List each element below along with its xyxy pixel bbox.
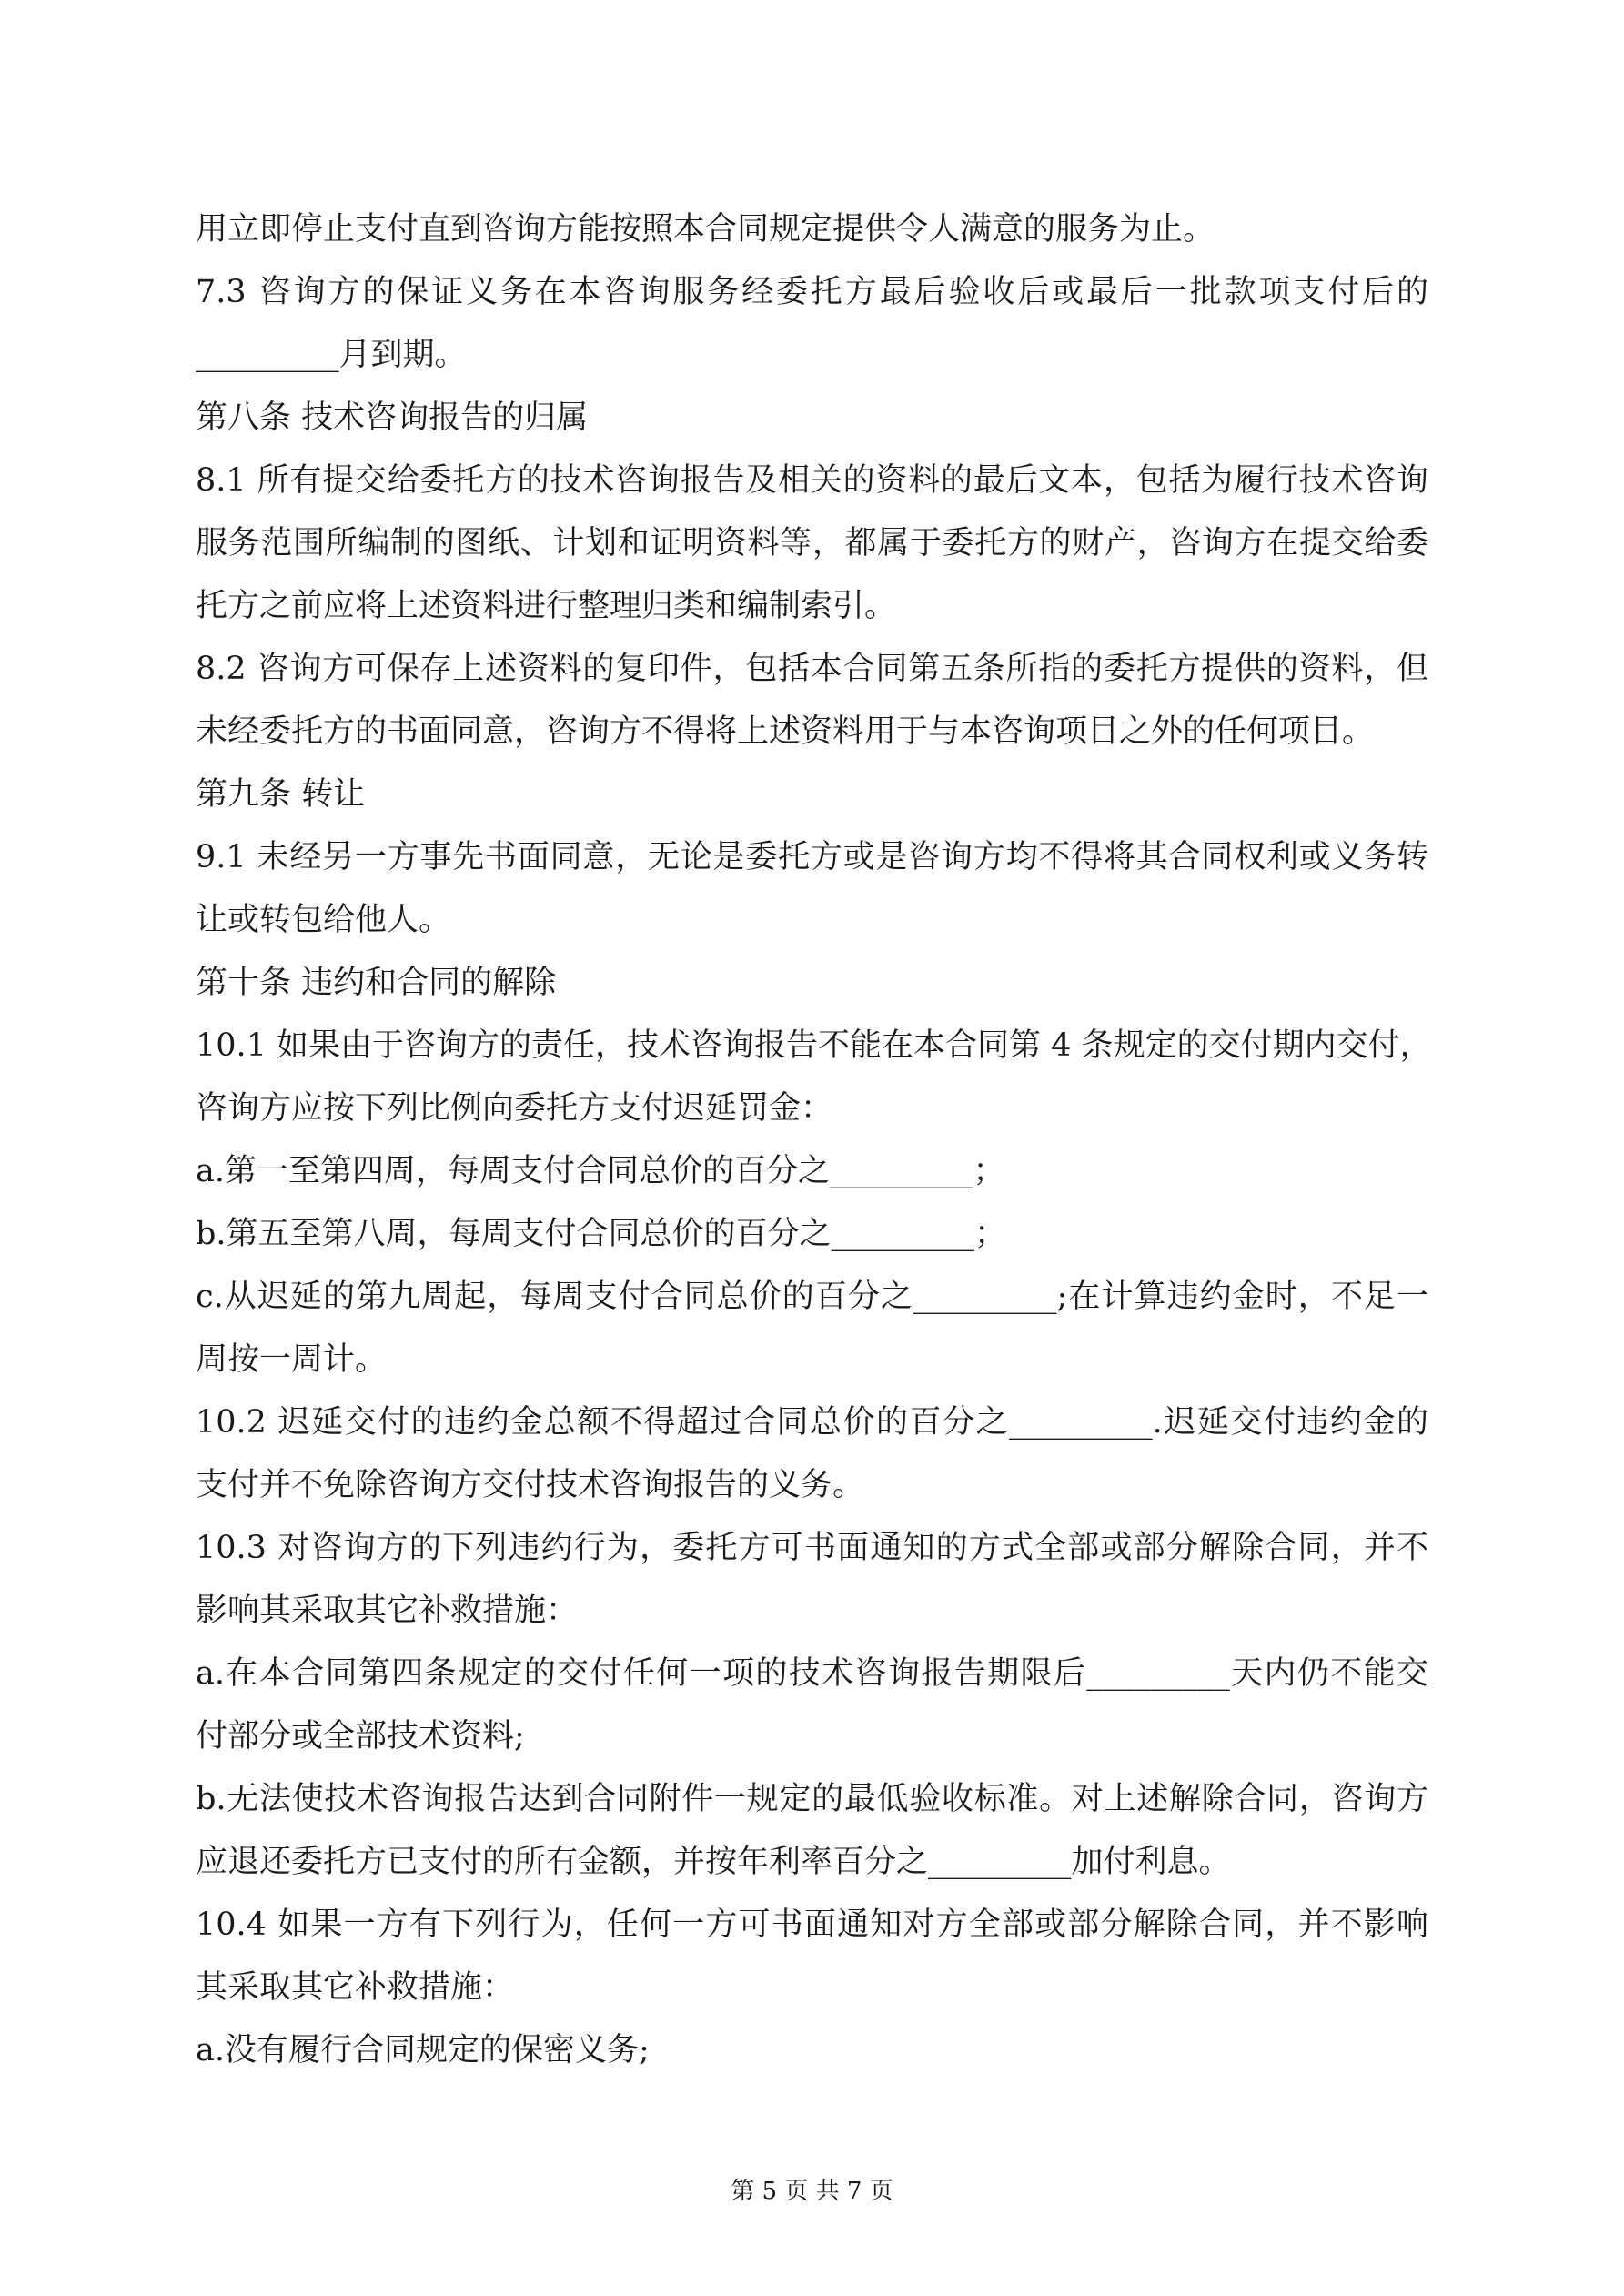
text-line: 其采取其它补救措施： [196, 1969, 515, 2006]
text-line: c.从迟延的第九周起，每周支付合同总价的百分之_________;在计算违约金时，不足一 [196, 1279, 1428, 1315]
text-line: _________月到期。 [196, 337, 467, 373]
section-heading: 第十条 违约和合同的解除 [196, 965, 557, 1001]
text-line: 咨询方应按下列比例向委托方支付迟延罚金： [196, 1090, 833, 1127]
text-line: 7.3 咨询方的保证义务在本咨询服务经委托方最后验收后或最后一批款项支付后的 [196, 274, 1428, 310]
text-line: 10.3 对咨询方的下列违约行为，委托方可书面通知的方式全部或部分解除合同，并不 [196, 1530, 1428, 1566]
text-line: 10.4 如果一方有下列行为，任何一方可书面通知对方全部或部分解除合同，并不影响 [196, 1907, 1428, 1943]
text-line: a.第一至第四周，每周支付合同总价的百分之_________； [196, 1153, 1005, 1189]
text-line: 让或转包给他人。 [196, 902, 451, 938]
page-number-footer: 第 5 页 共 7 页 [731, 2178, 893, 2205]
text-line: 付部分或全部技术资料; [196, 1718, 525, 1755]
text-line: 托方之前应将上述资料进行整理归类和编制索引。 [196, 588, 897, 624]
text-line: 影响其采取其它补救措施： [196, 1593, 579, 1629]
text-line: a.在本合同第四条规定的交付任何一项的技术咨询报告期限后_________天内仍不能交 [196, 1655, 1428, 1692]
section-heading: 第九条 转让 [196, 776, 366, 813]
text-line: b.第五至第八周，每周支付合同总价的百分之_________； [196, 1216, 1007, 1252]
text-line: 10.2 迟延交付的违约金总额不得超过合同总价的百分之_________.迟延交付违约金的 [196, 1404, 1428, 1441]
text-line: 8.2 咨询方可保存上述资料的复印件，包括本合同第五条所指的委托方提供的资料，但 [196, 651, 1428, 687]
text-line: 未经委托方的书面同意，咨询方不得将上述资料用于与本咨询项目之外的任何项目。 [196, 713, 1375, 750]
text-line: 用立即停止支付直到咨询方能按照本合同规定提供令人满意的服务为止。 [196, 211, 1215, 248]
text-line: 8.1 所有提交给委托方的技术咨询报告及相关的资料的最后文本，包括为履行技术咨询 [196, 462, 1428, 499]
text-line: 9.1 未经另一方事先书面同意，无论是委托方或是咨询方均不得将其合同权利或义务转 [196, 839, 1428, 875]
text-line: b.无法使技术咨询报告达到合同附件一规定的最低验收标准。对上述解除合同，咨询方 [196, 1781, 1428, 1817]
section-heading: 第八条 技术咨询报告的归属 [196, 400, 589, 436]
document-body [196, 198, 1432, 2082]
text-line: 支付并不免除咨询方交付技术咨询报告的义务。 [196, 1467, 865, 1503]
text-line: a.没有履行合同规定的保密义务; [196, 2032, 650, 2068]
text-line: 10.1 如果由于咨询方的责任，技术咨询报告不能在本合同第 4 条规定的交付期内交付， [196, 1027, 1432, 1064]
text-line: 应退还委托方已支付的所有金额，并按年利率百分之_________加付利息。 [196, 1844, 1231, 1880]
text-line: 周按一周计。 [196, 1341, 388, 1378]
text-line: 服务范围所编制的图纸、计划和证明资料等，都属于委托方的财产，咨询方在提交给委 [196, 525, 1428, 561]
